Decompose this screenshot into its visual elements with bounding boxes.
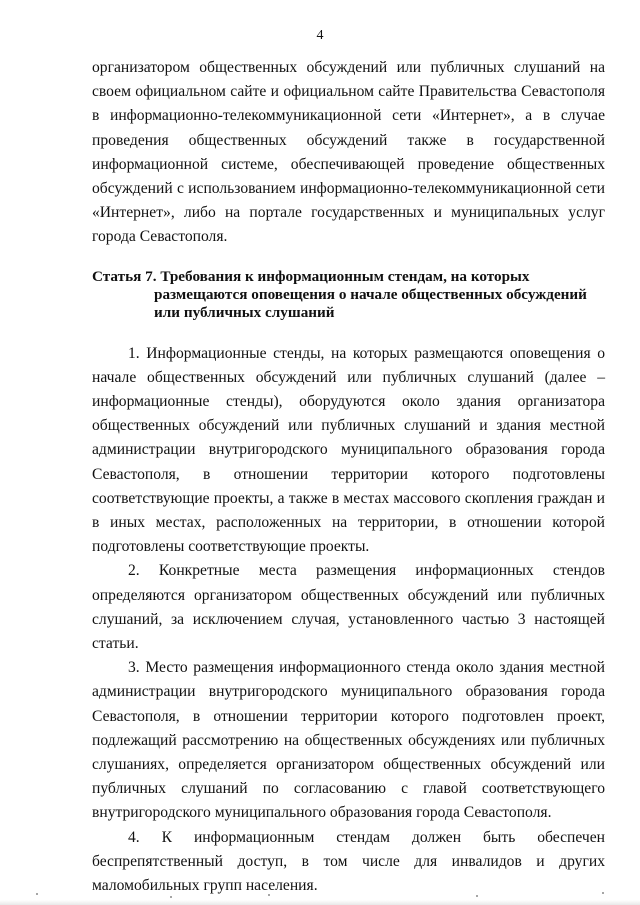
scan-artifact	[36, 893, 38, 895]
scan-artifact	[268, 894, 270, 896]
document-body	[92, 56, 605, 898]
article-heading	[92, 268, 605, 322]
paragraph-3: 3. Место размещения информационного стенда около здания местной администрации внутригородского муниципального образования города Севастополя, в отношении территории которого подготовлен проект, подлежащий рассмотрению на общественных обсуждениях или публичных слушаниях, определяется организатором общественных обсуждений или публичных слушаний по согласованию с главой соответствующего внутригородского муниципального образования города Севастополя.	[92, 659, 605, 822]
article-number: Статья 7.	[92, 267, 157, 285]
scan-artifact	[602, 892, 604, 894]
page-number: 4	[316, 28, 324, 43]
scan-artifact	[476, 895, 478, 897]
scan-artifact	[170, 896, 172, 898]
page-bottom-edge	[0, 900, 640, 905]
paragraph-2: 2. Конкретные места размещения информационных стендов определяются организатором общественных обсуждений или публичных слушаний, за исключением случая, установленного частью 3 настоящей статьи.	[92, 562, 605, 653]
paragraph-1: 1. Информационные стенды, на которых размещаются оповещения о начале общественных обсуждений или публичных слушаний (далее – информационные стенды), оборудуются около здания организатора общественных обсуждений или публичных слушаний и здания местной администрации внутригородского муниципального образования города Севастополя, в отношении территории которого подготовлены соответствующие проекты, а также в местах массового скопления граждан и в иных местах, расположенных на территории, в отношении которой подготовлены соответствующие проекты.	[92, 344, 605, 556]
paragraph-4: 4. К информационным стендам должен быть обеспечен беспрепятственный доступ, в том числе для инвалидов и других маломобильных групп населения.	[92, 828, 605, 895]
article-title: Требования к информационным стендам, на которых размещаются оповещения о начале общественных обсуждений или публичных слушаний	[154, 267, 587, 321]
intro-paragraph: организатором общественных обсуждений или публичных слушаний на своем официальном сайте и официальном сайте Правительства Севастополя в информационно-телекоммуникационной сети «Интернет», а в случае проведения общественных обсуждений также в государственной информационной системе, обеспечивающей проведение общественных обсуждений с использованием информационно-телекоммуникационной сети «Интернет», либо на портале государственных и муниципальных услуг города Севастополя.	[92, 59, 605, 246]
